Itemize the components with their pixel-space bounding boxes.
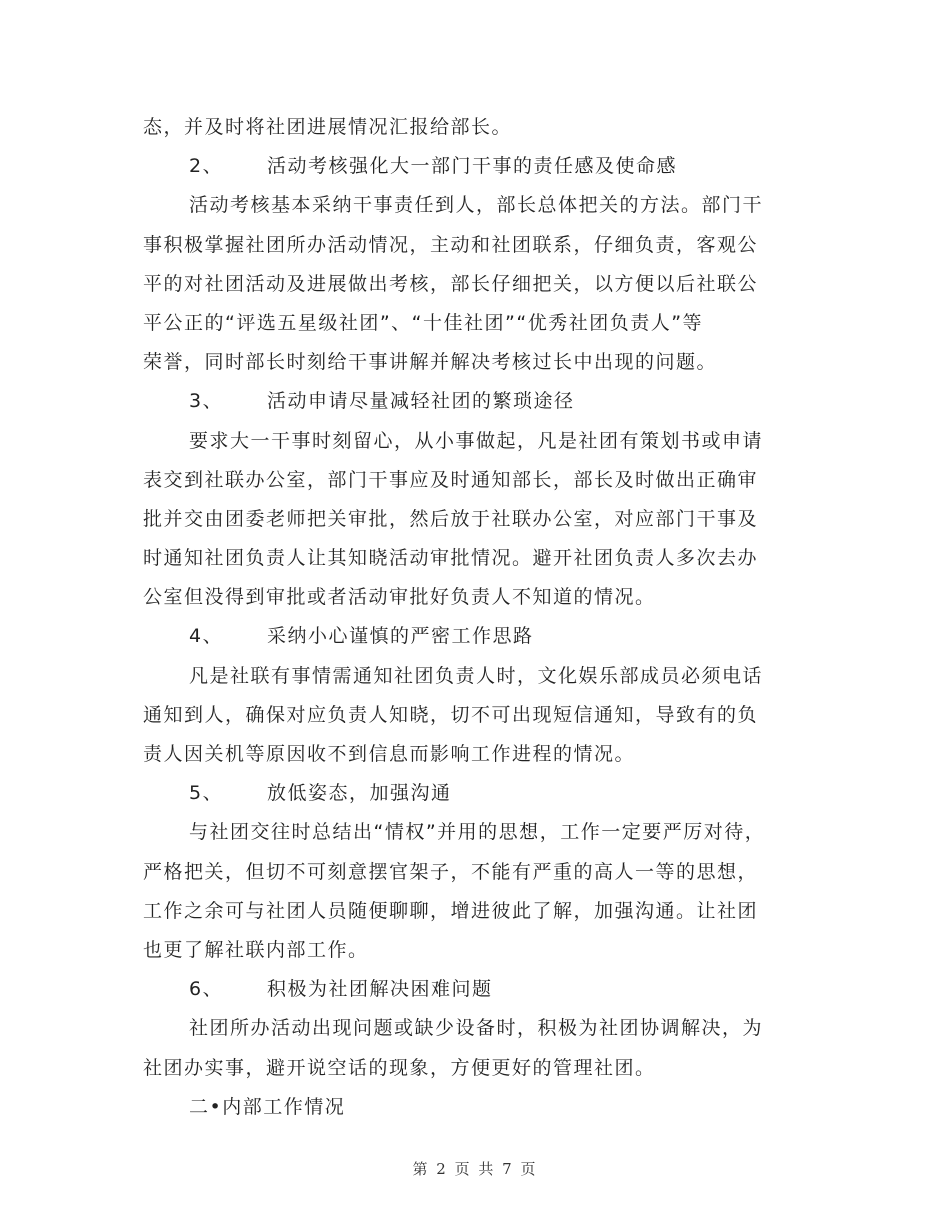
line-text: 社团办实事，避开说空话的现象，方便更好的管理社团。	[143, 1056, 656, 1079]
line-text: 积极为社团解决困难问题	[267, 978, 493, 1001]
line-text: 严格把关，但切不可刻意摆官架子，不能有严重的高人一等的思想，	[143, 860, 759, 883]
line-text: 采纳小心谨慎的严密工作思路	[267, 625, 534, 648]
line-text: 活动考核强化大一部门干事的责任感及使命感	[267, 155, 678, 178]
document-body	[143, 108, 803, 1127]
line-text: 表交到社联办公室，部门干事应及时通知部长，部长及时做出正确审	[143, 468, 759, 491]
line-text: 工作之余可与社团人员随便聊聊，增进彼此了解，加强沟通。让社团	[143, 899, 759, 922]
line-text: 活动考核基本采纳干事责任到人，部长总体把关的方法。部门干	[189, 194, 764, 217]
paragraph-line	[143, 343, 803, 382]
section-number: 2、	[189, 155, 224, 178]
line-text: 放低姿态，加强沟通	[267, 782, 452, 805]
line-text: 要求大一干事时刻留心，从小事做起，凡是社团有策划书或申请	[189, 429, 764, 452]
paragraph-line	[143, 931, 803, 970]
line-text: 时通知社团负责人让其知晓活动审批情况。避开社团负责人多次去办	[143, 547, 759, 570]
line-text: 也更了解社联内部工作。	[143, 938, 369, 961]
paragraph-line	[143, 304, 803, 343]
line-text: 公室但没得到审批或者活动审批好负责人不知道的情况。	[143, 586, 656, 609]
paragraph-line	[143, 461, 803, 500]
paragraph-line	[143, 813, 803, 852]
paragraph-line	[143, 657, 803, 696]
line-text: 平的对社团活动及进展做出考核，部长仔细把关，以方便以后社联公	[143, 272, 759, 295]
line-text: 批并交由团委老师把关审批，然后放于社联办公室，对应部门干事及	[143, 507, 759, 530]
line-text: 与社团交往时总结出“情权”并用的思想，工作一定要严厉对待，	[189, 821, 766, 844]
paragraph-line	[143, 892, 803, 931]
paragraph-line	[143, 1049, 803, 1088]
section-heading	[143, 774, 803, 813]
section-number: 3、	[189, 390, 224, 413]
line-text: 社团所办活动出现问题或缺少设备时，积极为社团协调解决，为	[189, 1017, 764, 1040]
paragraph-line	[143, 108, 803, 147]
line-text: 凡是社联有事情需通知社团负责人时，文化娱乐部成员必须电话	[189, 664, 764, 687]
paragraph-line	[143, 226, 803, 265]
section-number: 5、	[189, 782, 224, 805]
section-heading	[143, 382, 803, 421]
paragraph-line	[143, 265, 803, 304]
paragraph-line	[143, 853, 803, 892]
paragraph-line	[143, 1009, 803, 1048]
paragraph-line	[143, 539, 803, 578]
line-text: 活动申请尽量减轻社团的繁琐途径	[267, 390, 575, 413]
paragraph-line	[143, 500, 803, 539]
section-heading	[143, 147, 803, 186]
line-text: 荣誉，同时部长时刻给干事讲解并解决考核过长中出现的问题。	[143, 351, 718, 374]
line-text: 责人因关机等原因收不到信息而影响工作进程的情况。	[143, 743, 636, 765]
paragraph-line	[143, 696, 803, 735]
paragraph-line	[143, 735, 803, 774]
section-number: 4、	[189, 625, 224, 648]
line-text: 平公正的“评选五星级社团”、“十佳社团”“优秀社团负责人”等	[143, 311, 704, 334]
page-footer: 第 2 页 共 7 页	[412, 1160, 538, 1178]
paragraph-line	[143, 578, 803, 617]
paragraph-line	[143, 1088, 803, 1127]
paragraph-line	[143, 186, 803, 225]
line-text: 通知到人，确保对应负责人知晓，切不可出现短信通知，导致有的负	[143, 703, 759, 726]
line-text: 事积极掌握社团所办活动情况，主动和社团联系，仔细负责，客观公	[143, 233, 759, 256]
section-heading	[143, 617, 803, 656]
section-heading	[143, 970, 803, 1009]
paragraph-line	[143, 422, 803, 461]
section-number: 6、	[189, 978, 224, 1001]
line-text: 态，并及时将社团进展情况汇报给部长。	[143, 116, 513, 138]
line-text: 二•内部工作情况	[189, 1095, 346, 1118]
